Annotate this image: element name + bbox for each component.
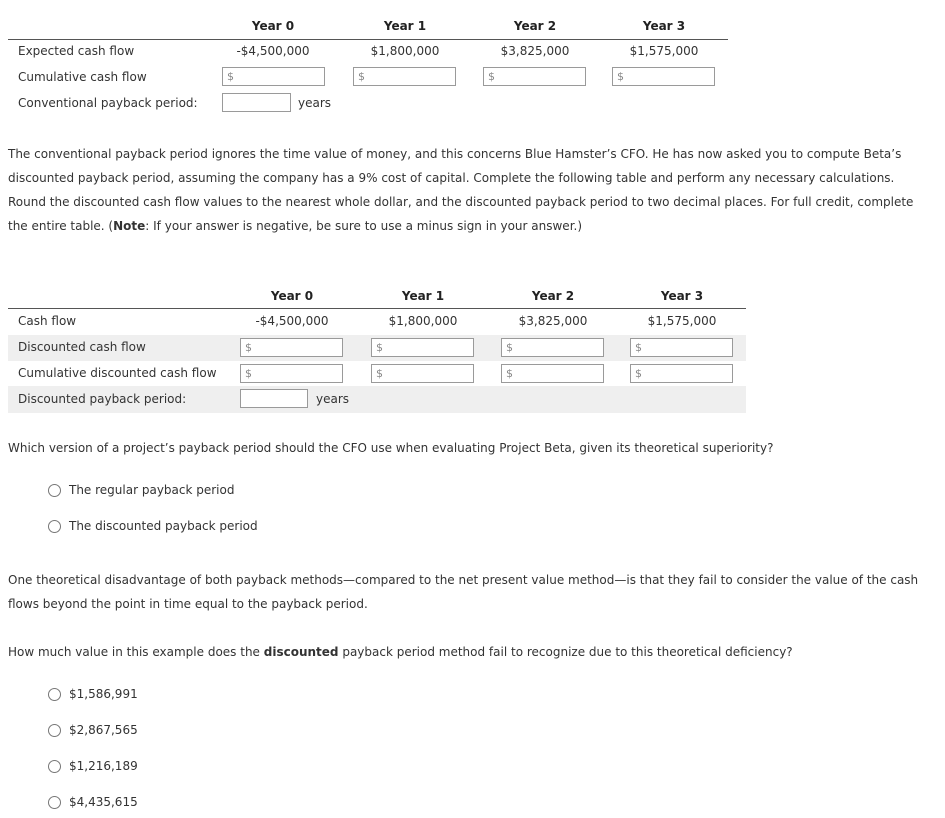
t2-discounted-year2-input[interactable]	[501, 338, 604, 357]
t2-header-year3: Year 3	[660, 289, 704, 303]
dollar-sign-icon: $	[635, 341, 642, 354]
t2-label-discounted-payback: Discounted payback period:	[18, 392, 187, 406]
dollar-sign-icon: $	[358, 70, 365, 83]
radio-circle-icon[interactable]	[48, 520, 61, 533]
option-value-4[interactable]	[48, 795, 138, 809]
radio-circle-icon[interactable]	[48, 760, 61, 773]
dollar-sign-icon: $	[245, 367, 252, 380]
dollar-sign-icon: $	[245, 341, 252, 354]
option-value-3[interactable]	[48, 759, 138, 773]
option-discounted-payback[interactable]	[48, 519, 258, 533]
t1-label-cumulative-cash-flow: Cumulative cash flow	[18, 70, 147, 84]
t2-cash-flow-year2: $3,825,000	[518, 314, 588, 328]
t2-cumulative-year1-input[interactable]	[371, 364, 474, 383]
t2-discounted-year1-input[interactable]	[371, 338, 474, 357]
t1-years-unit: years	[298, 96, 332, 110]
t1-expected-year3: $1,575,000	[629, 44, 699, 58]
t2-cumulative-year2-input[interactable]	[501, 364, 604, 383]
t2-cash-flow-year3: $1,575,000	[647, 314, 717, 328]
radio-circle-icon[interactable]	[48, 484, 61, 497]
dollar-sign-icon: $	[506, 367, 513, 380]
t1-header-year2: Year 2	[513, 19, 557, 33]
t2-label-discounted-cash-flow: Discounted cash flow	[18, 340, 146, 354]
t2-years-unit: years	[316, 392, 350, 406]
t1-header-year0: Year 0	[251, 19, 295, 33]
t1-cumulative-year0-input[interactable]	[222, 67, 325, 86]
option-label: $1,216,189	[69, 759, 138, 773]
radio-circle-icon[interactable]	[48, 688, 61, 701]
question-unrecognized-value	[8, 645, 928, 659]
t2-header-year0: Year 0	[270, 289, 314, 303]
dollar-sign-icon: $	[506, 341, 513, 354]
t1-expected-year2: $3,825,000	[500, 44, 570, 58]
instructions-text: The conventional payback period ignores the time value of money, and this concerns Blue Hamster’s CFO. He has now asked you to compute Beta’s discounted payback period, assuming the company has a 9% cost of capital. Complete the following table and perform any necessary calculations. Round the discounted cash flow values to the nearest whole dollar, and the discounted payback period to two decimal places. For full credit, complete the entire table. (	[8, 147, 914, 233]
t1-header-rule	[8, 39, 728, 40]
dollar-sign-icon: $	[227, 70, 234, 83]
question2-text-after: payback period method fail to recognize due to this theoretical deficiency?	[338, 645, 793, 659]
t1-expected-year0: -$4,500,000	[236, 44, 310, 58]
t1-cumulative-year3-input[interactable]	[612, 67, 715, 86]
dollar-sign-icon: $	[376, 341, 383, 354]
option-label: $1,586,991	[69, 687, 138, 701]
discounted-payback-input[interactable]	[240, 389, 308, 408]
option-label: The discounted payback period	[69, 519, 258, 533]
question-payback-version: Which version of a project’s payback period should the CFO use when evaluating Project Beta, given its theoretical superiority?	[8, 441, 774, 455]
option-label: $2,867,565	[69, 723, 138, 737]
conventional-payback-input[interactable]	[222, 93, 291, 112]
note-text: : If your answer is negative, be sure to use a minus sign in your answer.)	[145, 219, 583, 233]
question2-bold-word: discounted	[263, 645, 339, 659]
dollar-sign-icon: $	[635, 367, 642, 380]
t2-header-year1: Year 1	[401, 289, 445, 303]
t1-expected-year1: $1,800,000	[370, 44, 440, 58]
t2-discounted-year3-input[interactable]	[630, 338, 733, 357]
option-value-1[interactable]	[48, 687, 138, 701]
radio-circle-icon[interactable]	[48, 724, 61, 737]
option-regular-payback[interactable]	[48, 483, 234, 497]
t1-label-expected-cash-flow: Expected cash flow	[18, 44, 135, 58]
question2-text-before: How much value in this example does the	[8, 645, 264, 659]
dollar-sign-icon: $	[617, 70, 624, 83]
t1-cumulative-year2-input[interactable]	[483, 67, 586, 86]
t1-cumulative-year1-input[interactable]	[353, 67, 456, 86]
option-label: $4,435,615	[69, 795, 138, 809]
option-label: The regular payback period	[69, 483, 235, 497]
option-value-2[interactable]	[48, 723, 138, 737]
t2-label-cash-flow: Cash flow	[18, 314, 77, 328]
dollar-sign-icon: $	[488, 70, 495, 83]
instructions-paragraph	[8, 142, 928, 238]
t2-label-cumulative-discounted: Cumulative discounted cash flow	[18, 366, 217, 380]
t2-cash-flow-year0: -$4,500,000	[255, 314, 329, 328]
disadvantage-paragraph: One theoretical disadvantage of both payback methods—compared to the net present value method—is that they fail to consider the value of the cash flows beyond the point in time equal to the payback period.	[8, 573, 919, 611]
t1-header-year1: Year 1	[383, 19, 427, 33]
t2-cumulative-year0-input[interactable]	[240, 364, 343, 383]
t2-header-year2: Year 2	[531, 289, 575, 303]
t2-header-rule	[8, 308, 746, 309]
note-label: Note	[113, 219, 146, 233]
t1-header-year3: Year 3	[642, 19, 686, 33]
t1-label-conventional-payback: Conventional payback period:	[18, 96, 198, 110]
t2-discounted-year0-input[interactable]	[240, 338, 343, 357]
t2-cumulative-year3-input[interactable]	[630, 364, 733, 383]
dollar-sign-icon: $	[376, 367, 383, 380]
radio-circle-icon[interactable]	[48, 796, 61, 809]
t2-cash-flow-year1: $1,800,000	[388, 314, 458, 328]
